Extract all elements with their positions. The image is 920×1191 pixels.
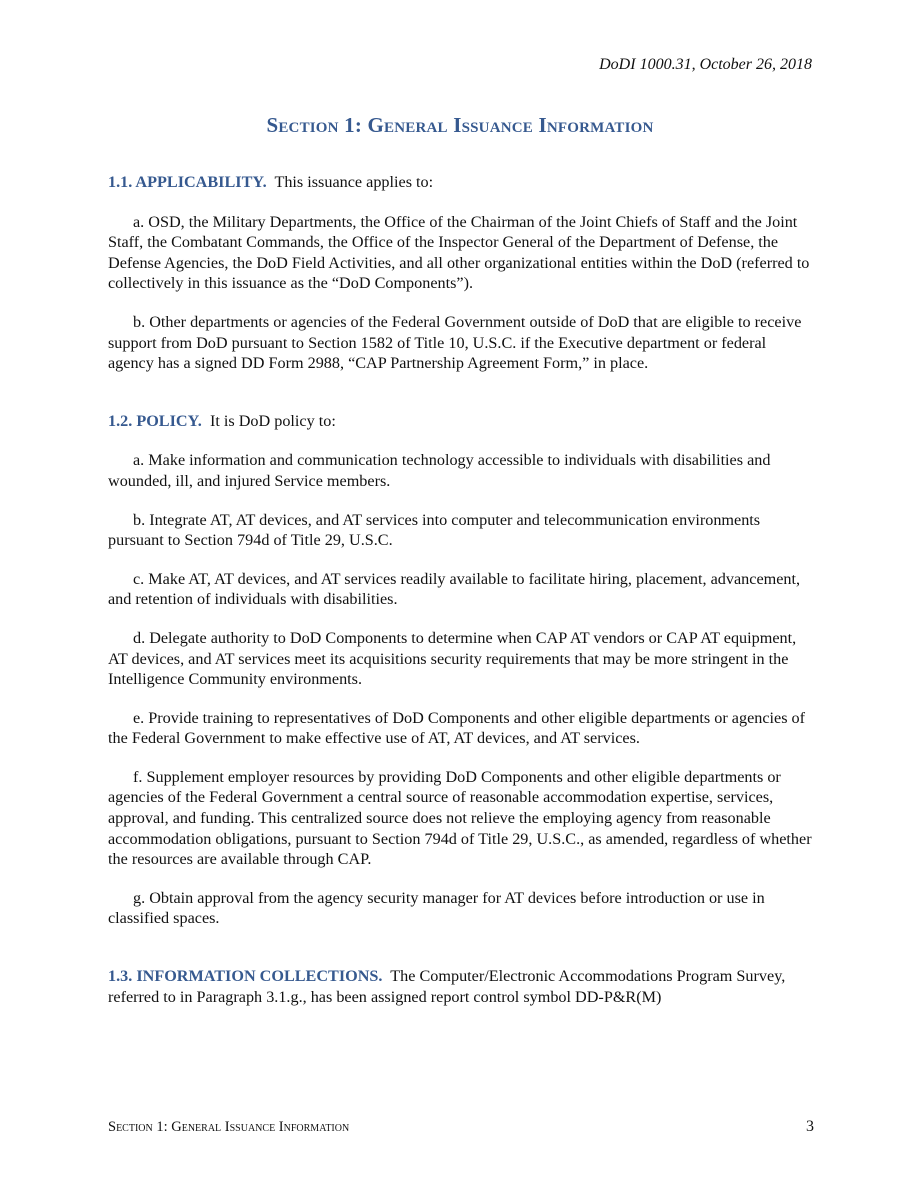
information-collections-text: The Computer/Electronic Accommodations Program Survey, referred to in Paragraph 3.1.g., has been assigned report control symbol DD-P&R(M) xyxy=(108,967,786,1006)
policy-paragraph xyxy=(108,411,814,432)
policy-item-e: e. Provide training to representatives of DoD Components and other eligible departments or agencies of the Federal Government to make effective use of AT, AT devices, and AT services. xyxy=(108,708,806,748)
policy-intro: It is DoD policy to: xyxy=(209,411,336,430)
running-header: DoDI 1000.31, October 26, 2018 xyxy=(599,56,812,73)
section-title: Section 1: General Issuance Information xyxy=(266,113,654,137)
policy-heading: 1.2. POLICY. xyxy=(108,411,202,430)
footer-section-title: Section 1: General Issuance Information xyxy=(108,1119,350,1135)
running-footer xyxy=(108,1117,814,1137)
applicability-intro: This issuance applies to: xyxy=(274,173,434,191)
policy-item-c: c. Make AT, AT devices, and AT services readily available to facilitate hiring, placement, advancement, and retention of individuals with disabilities. xyxy=(108,569,801,609)
page-number: 3 xyxy=(806,1118,814,1135)
applicability-item-a: a. OSD, the Military Departments, the Office of the Chairman of the Joint Chiefs of Staff and the Joint Staff, the Combatant Commands, the Office of the Inspector General of the Department of Defense, the Defense Agencies, the DoD Field Activities, and all other organizational entities within the DoD (referred to collectively in this issuance as the “DoD Components”). xyxy=(108,212,810,293)
policy-item-d: d. Delegate authority to DoD Components to determine when CAP AT vendors or CAP AT equipment, AT devices, and AT services meet its acquisitions security requirements that may be more stringent in the Intelligence Community environments. xyxy=(108,628,797,689)
policy-item-b: b. Integrate AT, AT devices, and AT services into computer and telecommunication environments pursuant to Section 794d of Title 29, U.S.C. xyxy=(108,510,761,550)
applicability-heading: 1.1. APPLICABILITY. xyxy=(108,173,267,191)
policy-item-f: f. Supplement employer resources by providing DoD Components and other eligible departments or agencies of the Federal Government a central source of reasonable accommodation expertise, services, approval, and funding. This centralized source does not relieve the employing agency from reasonable accommodation obligations, pursuant to Section 794d of Title 29, U.S.C., as amended, regardless of whether the resources are available through CAP. xyxy=(108,767,812,869)
policy-item-g: g. Obtain approval from the agency security manager for AT devices before introduction or use in classified spaces. xyxy=(108,888,765,928)
information-collections-heading: 1.3. INFORMATION COLLECTIONS. xyxy=(108,967,383,986)
applicability-paragraph xyxy=(108,172,814,193)
information-collections-paragraph xyxy=(108,966,814,1007)
page-body xyxy=(108,172,814,1007)
policy-item-a: a. Make information and communication technology accessible to individuals with disabilities and wounded, ill, and injured Service members. xyxy=(108,451,771,490)
applicability-item-b: b. Other departments or agencies of the Federal Government outside of DoD that are eligible to receive support from DoD pursuant to Section 1582 of Title 10, U.S.C. if the Executive department or federal agency has a signed DD Form 2988, “CAP Partnership Agreement Form,” in place. xyxy=(108,312,802,373)
